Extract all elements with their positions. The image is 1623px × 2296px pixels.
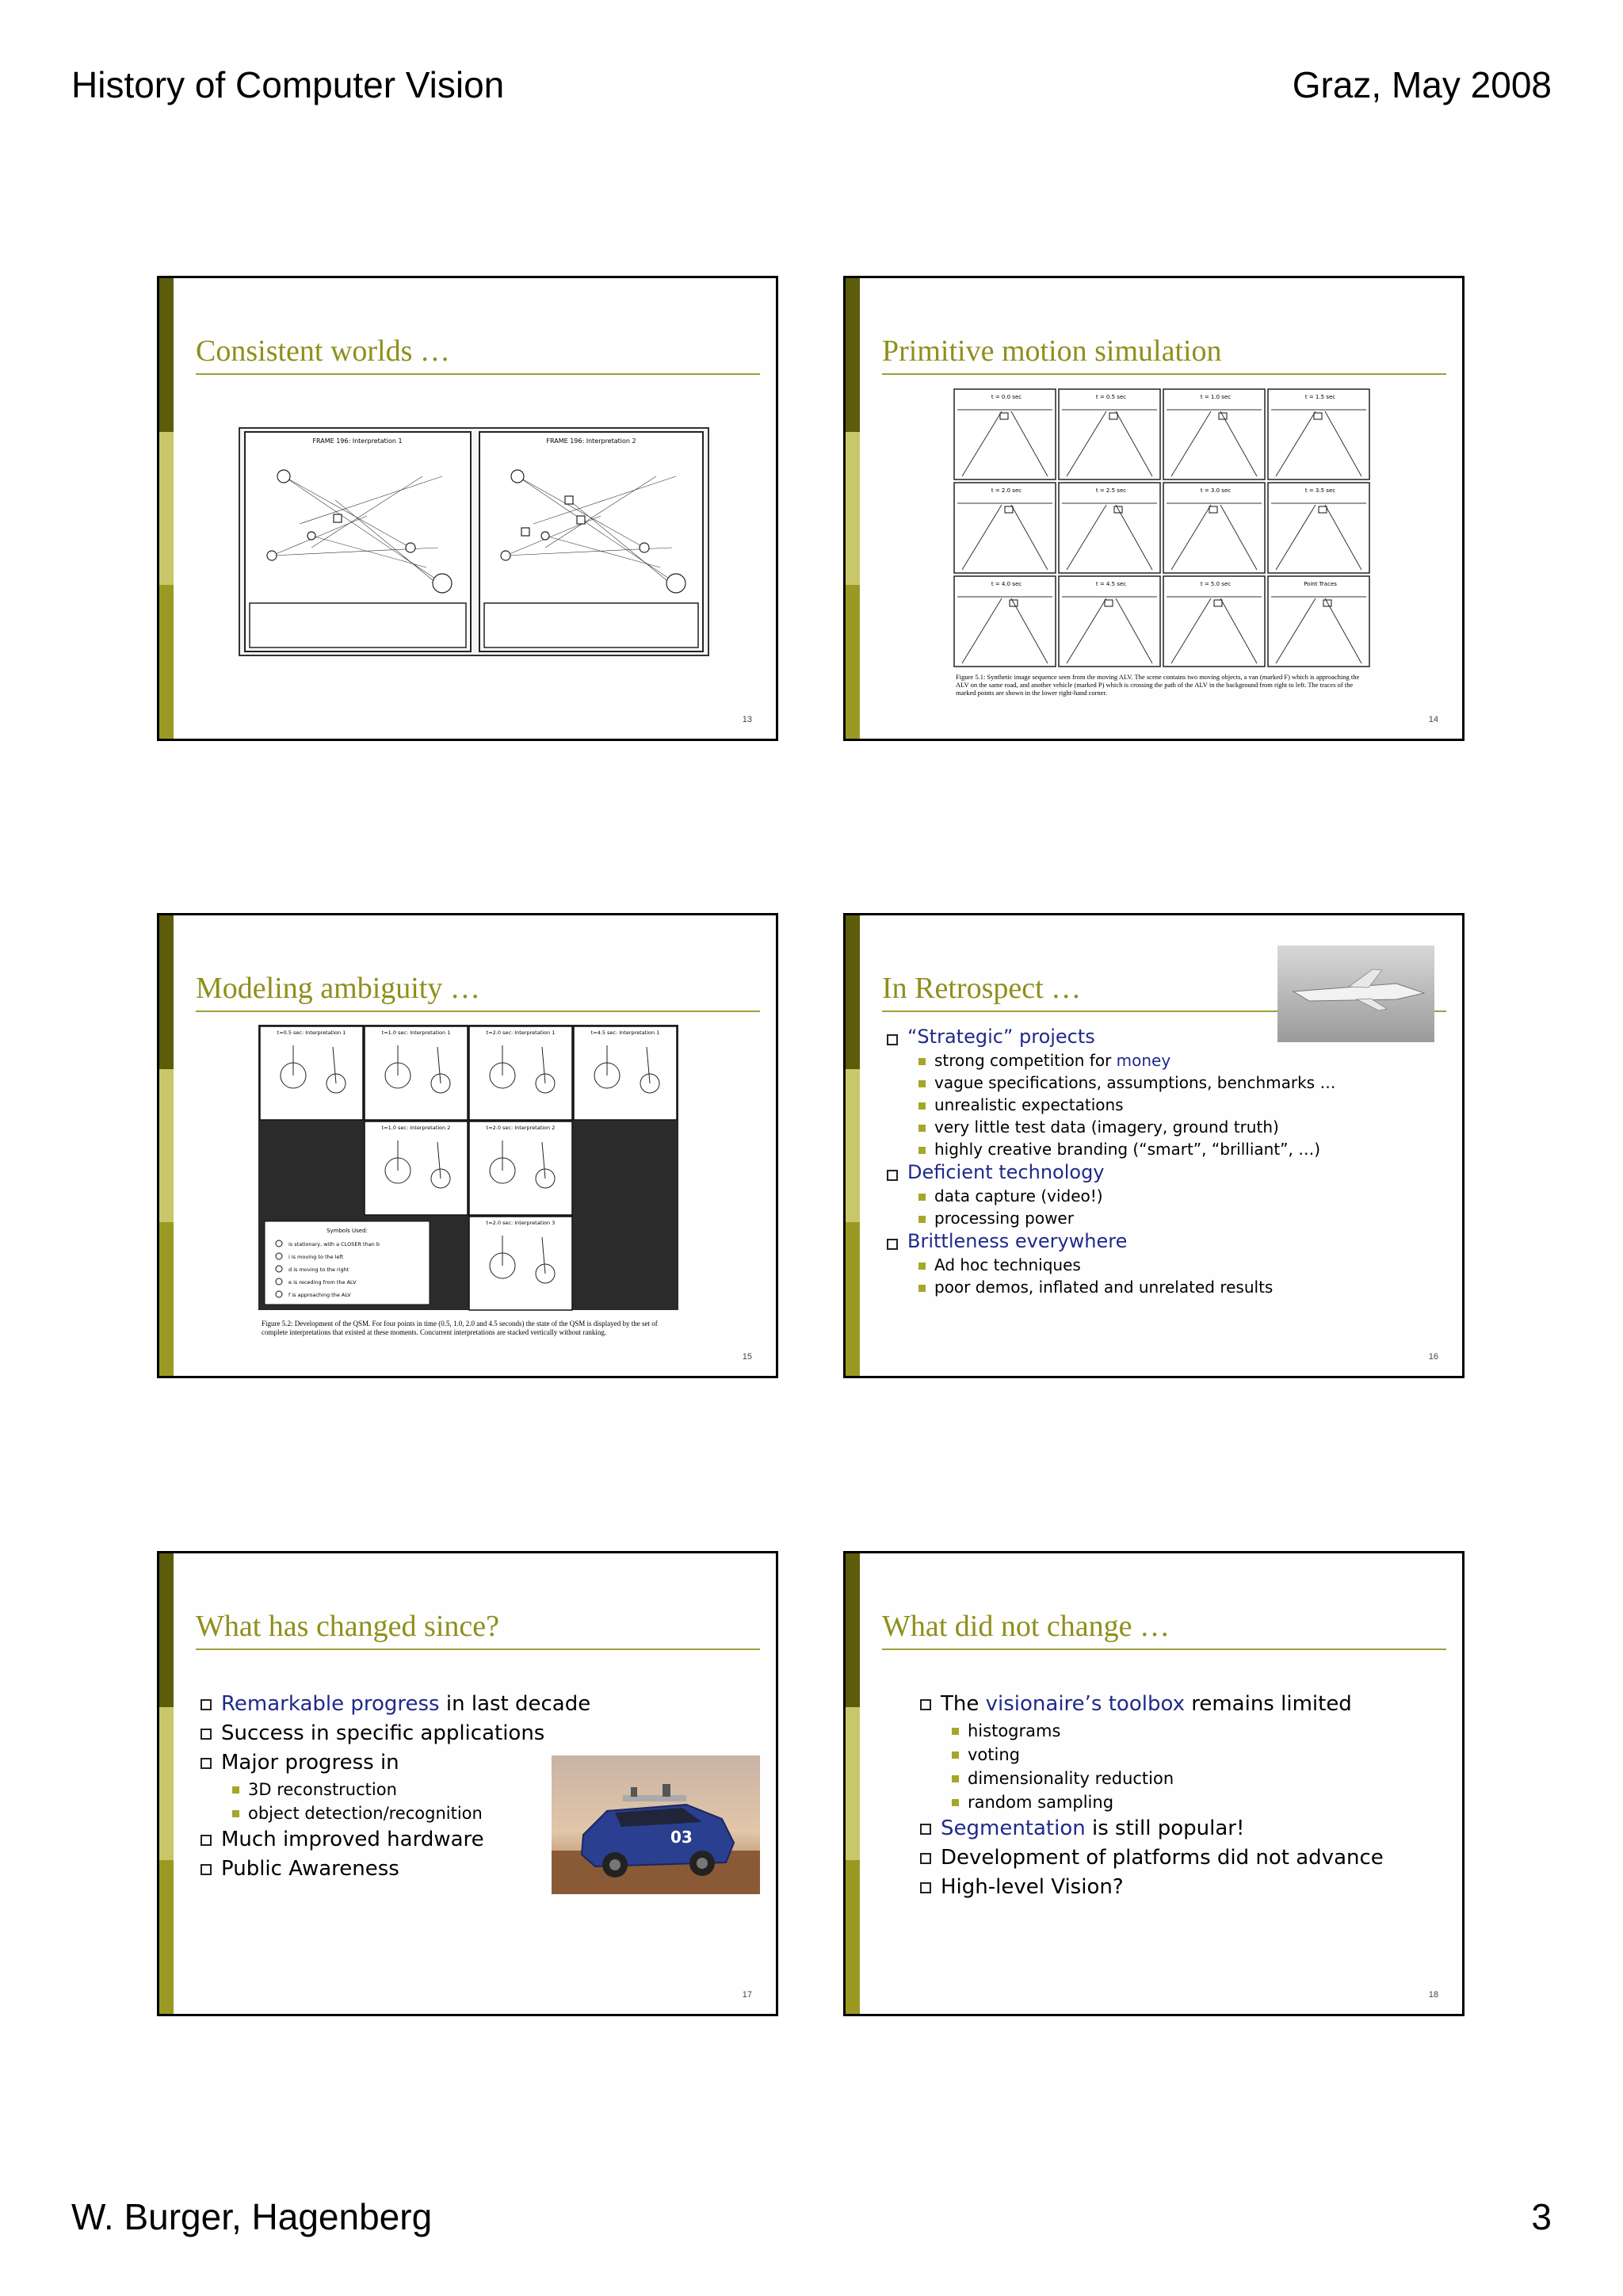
sub-bullet: dimensionality reduction [918, 1767, 1446, 1790]
frame-label: t = 4.0 sec [991, 581, 1022, 587]
consistent-worlds-figure [239, 427, 709, 656]
sim-frame [1163, 576, 1265, 667]
interpretation-frame [469, 1217, 572, 1310]
interpretation-frame [469, 1121, 572, 1215]
slide-content [918, 1690, 1446, 1982]
sim-frame [1059, 576, 1160, 667]
frame-label: Point Traces [1304, 581, 1337, 587]
bullet: Success in specific applications [199, 1719, 760, 1748]
slide-title: Modeling ambiguity … [196, 971, 760, 1012]
interpretation-label: t=2.0 sec: Interpretation 1 [486, 1030, 556, 1036]
sub-bullet: vague specifications, assumptions, benchmarks … [885, 1072, 1446, 1094]
sim-frame [954, 389, 1056, 479]
sub-bullet: object detection/recognition [199, 1801, 760, 1825]
panel-label-1: FRAME 196: Interpretation 1 [312, 437, 403, 445]
slide-number: 16 [1428, 1352, 1438, 1362]
sub-bullet: data capture (video!) [885, 1185, 1446, 1207]
sim-frame [1268, 483, 1369, 573]
interpretation-label: t=0.5 sec: Interpretation 1 [277, 1030, 346, 1036]
interpretation-frame [365, 1121, 468, 1215]
slide-title: Consistent worlds … [196, 334, 760, 375]
symbols-legend [265, 1221, 430, 1305]
bullet: Development of platforms did not advance [918, 1843, 1446, 1873]
slide-number: 15 [742, 1352, 752, 1362]
frame-label: t = 0.5 sec [1095, 394, 1127, 400]
slide-17 [157, 1551, 778, 2016]
slide-number: 13 [742, 715, 752, 724]
bullet: High-level Vision? [918, 1873, 1446, 1902]
slide-content [885, 1025, 1446, 1344]
slide-number: 17 [742, 1990, 752, 2000]
frame-label: t = 1.0 sec [1200, 394, 1232, 400]
sim-frame [1268, 576, 1369, 667]
legend-title: Symbols Used: [327, 1228, 368, 1234]
interpretation-frame [574, 1026, 677, 1120]
slide-bar [159, 278, 174, 739]
slide-title: What has changed since? [196, 1609, 760, 1650]
sub-bullet: poor demos, inflated and unrelated results [885, 1276, 1446, 1298]
slide-title: What did not change … [882, 1609, 1446, 1650]
sub-bullet: random sampling [918, 1790, 1446, 1814]
header-place-date: Graz, May 2008 [1292, 64, 1552, 105]
sub-bullet: histograms [918, 1719, 1446, 1743]
bullet-deficient-technology: Deficient technology [885, 1160, 1446, 1185]
bullet: Segmentation is still popular! [918, 1814, 1446, 1843]
interpretation-label: t=2.0 sec: Interpretation 2 [486, 1125, 556, 1131]
slide-18 [843, 1551, 1465, 2016]
interpretation-frame [469, 1026, 572, 1120]
sub-bullet: very little test data (imagery, ground truth) [885, 1116, 1446, 1138]
frame-label: t = 2.5 sec [1095, 487, 1127, 494]
interpretation-label: t=1.0 sec: Interpretation 2 [381, 1125, 451, 1131]
panel-label-2: FRAME 196: Interpretation 2 [546, 437, 636, 445]
sim-frame [1059, 483, 1160, 573]
frame-label: t = 5.0 sec [1200, 581, 1232, 587]
sub-bullet: Ad hoc techniques [885, 1254, 1446, 1276]
bullet: Remarkable progress in last decade [199, 1690, 760, 1719]
sub-bullet: unrealistic expectations [885, 1094, 1446, 1116]
legend-item: is stationary, with a CLOSER than b [288, 1241, 380, 1247]
page-footer [71, 2195, 1552, 2238]
slide-13 [157, 276, 778, 741]
sim-frame [954, 576, 1056, 667]
frame-label: t = 3.5 sec [1304, 487, 1336, 494]
bullet: Public Awareness [199, 1855, 760, 1884]
interpretation-label: t=2.0 sec: Interpretation 3 [486, 1220, 556, 1226]
slide-bar [846, 915, 860, 1376]
legend-item: i is moving to the left [288, 1254, 344, 1260]
legend-item: d is moving to the right [288, 1266, 349, 1273]
sim-frame [1268, 389, 1369, 479]
footer-page-number: 3 [1531, 2196, 1552, 2237]
figure-caption: Figure 5.1: Synthetic image sequence seen from the moving ALV. The scene contains two moving objects, a van (marked F) which is approaching the ALV on the same road, and another vehicle (marked P) which is crossing the path of the ALV in the background from right to left. The traces of the marked points are shown in the lower right-hand corner. [956, 673, 1360, 697]
footer-author: W. Burger, Hagenberg [71, 2196, 433, 2237]
header-title: History of Computer Vision [71, 64, 505, 105]
slide-number: 14 [1428, 715, 1438, 724]
legend-item: f is approaching the ALV [288, 1292, 351, 1298]
frame-label: t = 2.0 sec [991, 487, 1022, 494]
sim-frame [954, 483, 1056, 573]
bullet: Major progress in [199, 1748, 760, 1778]
slide-bar [846, 278, 860, 739]
slide-16 [843, 913, 1465, 1378]
sim-frame [1163, 483, 1265, 573]
interpretation-label: t=4.5 sec: Interpretation 1 [590, 1030, 660, 1036]
frame-label: t = 1.5 sec [1304, 394, 1336, 400]
sim-frame [1059, 389, 1160, 479]
frame-grid [953, 388, 1373, 697]
qsm-diagram [258, 1025, 678, 1362]
page-header [71, 63, 1552, 106]
motion-simulation-figure [953, 388, 1373, 697]
interpretation-diagrams [240, 429, 708, 655]
slide-number: 18 [1428, 1990, 1438, 2000]
slide-title: In Retrospect … [882, 971, 1446, 1012]
bullet: The visionaire’s toolbox remains limited [918, 1690, 1446, 1719]
frame-label: t = 0.0 sec [991, 394, 1022, 400]
interpretation-frame [260, 1026, 363, 1120]
sim-frame [1163, 389, 1265, 479]
bullet: Much improved hardware [199, 1825, 760, 1855]
slide-bar [159, 1553, 174, 2014]
autonomous-car-photo [552, 1755, 760, 1894]
car-number-label: 03 [670, 1828, 693, 1847]
slide-bar [846, 1553, 860, 2014]
legend-item: e is receding from the ALV [288, 1279, 357, 1286]
frame-label: t = 4.5 sec [1095, 581, 1127, 587]
slide-title: Primitive motion simulation [882, 334, 1446, 375]
frame-label: t = 3.0 sec [1200, 487, 1232, 494]
ambiguity-figure [258, 1025, 678, 1362]
sub-bullet: highly creative branding (“smart”, “brilliant”, …) [885, 1138, 1446, 1160]
interpretation-frame [365, 1026, 468, 1120]
slide-bar [159, 915, 174, 1376]
bullet-brittleness: Brittleness everywhere [885, 1229, 1446, 1254]
sub-bullet: processing power [885, 1207, 1446, 1229]
sub-bullet: 3D reconstruction [199, 1778, 760, 1801]
interpretation-label: t=1.0 sec: Interpretation 1 [381, 1030, 451, 1036]
sub-bullet: strong competition for money [885, 1049, 1446, 1072]
sub-bullet: voting [918, 1743, 1446, 1767]
bullet-strategic-projects: “Strategic” projects [885, 1025, 1446, 1049]
figure-caption: Figure 5.2: Development of the QSM. For four points in time (0.5, 1.0, 2.0 and 4.5 seconds) the state of the QSM is displayed by the set of complete interpretations that existed at these moments. Concurrent interpretations are stacked vertically without ranking. [262, 1320, 658, 1336]
slide-14 [843, 276, 1465, 741]
slide-15 [157, 913, 778, 1378]
